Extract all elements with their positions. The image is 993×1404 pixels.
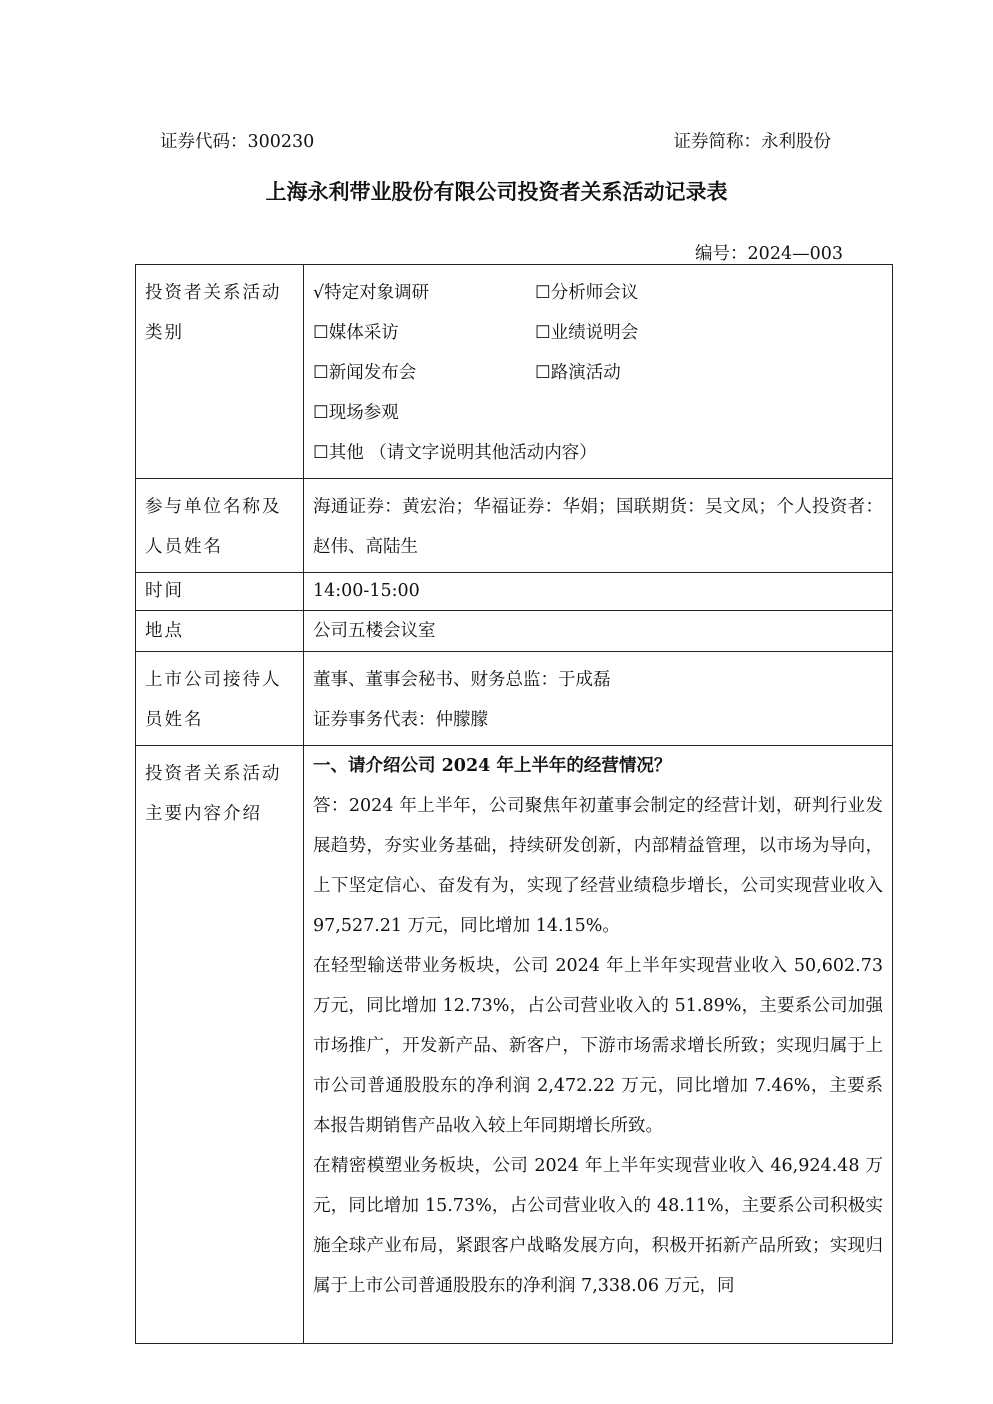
label-activity-category: 投资者关系活动类别 [136, 265, 304, 479]
receptionist-line: 证券事务代表：仲朦朦 [313, 710, 488, 730]
receptionist-line: 董事、董事会秘书、财务总监：于成磊 [313, 670, 611, 690]
option-analyst-meeting: ☐分析师会议 [535, 283, 639, 303]
row-activity-category [136, 265, 893, 479]
label-time: 时间 [136, 573, 304, 611]
option-site-visit: ☐现场参观 [313, 403, 399, 423]
record-table [135, 264, 893, 1344]
label-participants: 参与单位名称及人员姓名 [136, 479, 304, 573]
question-heading: 一、请介绍公司 2024 年上半年的经营情况？ [313, 756, 672, 776]
option-media-interview: ☐媒体采访 [313, 323, 399, 343]
participants-value: 海通证券：黄宏治；华福证券：华娟；国联期货：吴文凤；个人投资者：赵伟、高陆生 [304, 479, 893, 573]
option-other: ☐其他 （请文字说明其他活动内容） [313, 443, 597, 463]
row-receptionists [136, 652, 893, 746]
activity-category-options [304, 265, 893, 479]
option-roadshow: ☐路演活动 [535, 363, 621, 383]
row-location [136, 611, 893, 652]
content-paragraph: 在精密模塑业务板块，公司 2024 年上半年实现营业收入 46,924.48 万元，同比增加 15.73%，占公司营业收入的 48.11%，主要系公司积极实施全球产业布局，紧跟客户战略发展方向，积极开拓新产品所致；实现归属于上市公司普通股股东的净利润 7,338.06 万元，同 [313, 1156, 883, 1296]
receptionists-value [304, 652, 893, 746]
label-location: 地点 [136, 611, 304, 652]
row-participants [136, 479, 893, 573]
security-short-name: 证券简称：永利股份 [673, 132, 831, 152]
content-paragraph: 在轻型输送带业务板块，公司 2024 年上半年实现营业收入 50,602.73 万元，同比增加 12.73%，占公司营业收入的 51.89%，主要系公司加强市场推广，开发新产品、新客户，下游市场需求增长所致；实现归属于上市公司普通股股东的净利润 2,472.22 万元，同比增加 7.46%，主要系本报告期销售产品收入较上年同期增长所致。 [313, 956, 883, 1136]
location-value: 公司五楼会议室 [304, 611, 893, 652]
security-code: 证券代码：300230 [160, 132, 315, 152]
option-press-conference: ☐新闻发布会 [313, 363, 417, 383]
option-earnings-briefing: ☐业绩说明会 [535, 323, 639, 343]
main-content-value [304, 746, 893, 1344]
label-receptionists: 上市公司接待人员姓名 [136, 652, 304, 746]
row-main-content [136, 746, 893, 1344]
page-title: 上海永利带业股份有限公司投资者关系活动记录表 [265, 179, 728, 204]
label-main-content: 投资者关系活动主要内容介绍 [136, 746, 304, 1344]
document-number: 编号：2024—003 [695, 244, 843, 264]
option-specific-research: √特定对象调研 [313, 283, 430, 303]
content-paragraph: 答：2024 年上半年，公司聚焦年初董事会制定的经营计划，研判行业发展趋势，夯实业务基础，持续研发创新，内部精益管理，以市场为导向，上下坚定信心、奋发有为，实现了经营业绩稳步增长，公司实现营业收入 97,527.21 万元，同比增加 14.15%。 [313, 796, 883, 936]
row-time [136, 573, 893, 611]
time-value: 14:00-15:00 [304, 573, 893, 611]
